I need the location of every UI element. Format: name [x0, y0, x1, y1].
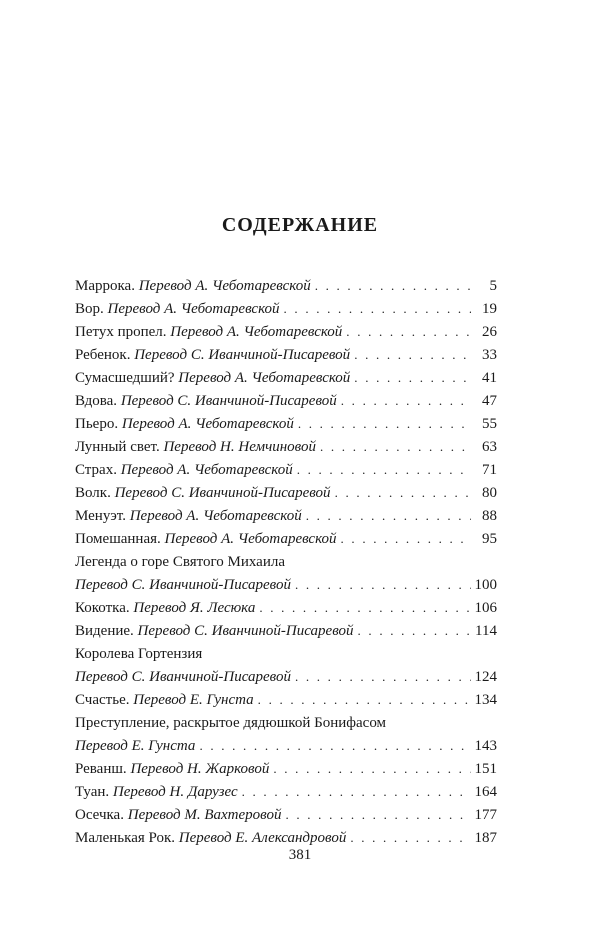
story-title: Преступление, раскрытое дядюшкой Бонифасом [75, 715, 387, 731]
dot-leader [295, 577, 471, 593]
story-title: Волк. [75, 485, 111, 501]
dot-leader [295, 669, 471, 685]
page-ref: 88 [482, 508, 497, 524]
page-ref: 47 [482, 393, 497, 409]
page-ref: 187 [474, 830, 497, 846]
page-number: 381 [288, 847, 312, 863]
entry-text [75, 531, 337, 548]
page-ref: 151 [474, 761, 497, 777]
page-ref: 33 [482, 347, 497, 363]
page-ref: 114 [475, 623, 497, 639]
story-title: Реванш. [75, 761, 127, 777]
toc-entry [75, 623, 497, 646]
page-ref: 55 [482, 416, 497, 432]
toc-entry [75, 439, 497, 462]
toc-entry [75, 784, 497, 807]
entry-text [75, 278, 311, 295]
toc-entry [75, 278, 497, 301]
translator: Перевод А. Чеботаревской [120, 462, 293, 478]
dot-leader [259, 600, 470, 616]
page-ref: 63 [482, 439, 497, 455]
page-ref: 100 [474, 577, 497, 593]
dot-leader [258, 692, 471, 708]
toc-entry [75, 646, 497, 692]
page-ref: 19 [482, 301, 497, 317]
story-title: Легенда о горе Святого Михаила [75, 554, 286, 570]
page-ref: 124 [474, 669, 497, 685]
page-ref: 41 [482, 370, 497, 386]
toc-entry [75, 554, 497, 600]
translator: Перевод Я. Лесюка [133, 600, 256, 616]
story-title: Петух пропел. [75, 324, 167, 340]
dot-leader [306, 508, 471, 524]
dot-leader [354, 347, 471, 363]
dot-leader [297, 462, 471, 478]
story-title: Вдова. [75, 393, 118, 409]
entry-text [75, 439, 316, 456]
story-title: Маленькая Рок. [75, 830, 176, 846]
translator: Перевод Е. Гунста [75, 738, 196, 754]
toc-entry [75, 485, 497, 508]
dot-leader [242, 784, 471, 800]
translator: Перевод С. Иванчиной-Писаревой [134, 347, 351, 363]
story-title: Кокотка. [75, 600, 130, 616]
toc-entry [75, 347, 497, 370]
story-title: Ребенок. [75, 347, 131, 363]
toc-entry [75, 600, 497, 623]
toc-entry [75, 761, 497, 784]
dot-leader [341, 393, 471, 409]
toc-entry [75, 370, 497, 393]
entry-text [75, 301, 280, 318]
page-title: СОДЕРЖАНИЕ [221, 214, 379, 236]
page-ref: 106 [474, 600, 497, 616]
story-title: Помешанная. [75, 531, 161, 547]
dot-leader [335, 485, 471, 501]
dot-leader [346, 324, 471, 340]
page-ref: 95 [482, 531, 497, 547]
translator: Перевод Е. Александровой [178, 830, 347, 846]
toc-entry [75, 807, 497, 830]
dot-leader [354, 370, 471, 386]
translator: Перевод М. Вахтеровой [127, 807, 282, 823]
dot-leader [273, 761, 470, 777]
entry-text [75, 462, 293, 479]
dot-leader [320, 439, 471, 455]
dot-leader [341, 531, 471, 547]
translator: Перевод А. Чеботаревской [129, 508, 302, 524]
page-ref: 143 [474, 738, 497, 754]
dot-leader [285, 807, 470, 823]
toc-entry [75, 301, 497, 324]
toc-entry [75, 324, 497, 347]
translator: Перевод А. Чеботаревской [164, 531, 337, 547]
page-ref: 71 [482, 462, 497, 478]
entry-text [75, 807, 281, 824]
translator: Перевод С. Иванчиной-Писаревой [75, 669, 291, 685]
translator: Перевод С. Иванчиной-Писаревой [137, 623, 354, 639]
page-ref: 5 [489, 278, 497, 294]
page-ref: 134 [474, 692, 497, 708]
entry-text [75, 324, 342, 341]
story-title: Пьеро. [75, 416, 119, 432]
entry-text [75, 761, 269, 778]
story-title: Счастье. [75, 692, 130, 708]
translator: Перевод А. Чеботаревской [107, 301, 280, 317]
entry-text [75, 784, 238, 801]
translator: Перевод А. Чеботаревской [170, 324, 343, 340]
entry-text [75, 370, 350, 387]
dot-leader [358, 623, 471, 639]
dot-leader [298, 416, 471, 432]
story-title: Страх. [75, 462, 117, 478]
translator: Перевод С. Иванчиной-Писаревой [114, 485, 331, 501]
story-title: Менуэт. [75, 508, 126, 524]
story-title: Туан. [75, 784, 110, 800]
entry-text [75, 623, 354, 640]
page-ref: 26 [482, 324, 497, 340]
story-title: Маррока. [75, 278, 135, 294]
entry-text [75, 416, 294, 433]
toc-entry [75, 715, 497, 761]
entry-text [75, 393, 337, 410]
page-ref: 164 [474, 784, 497, 800]
page-ref: 80 [482, 485, 497, 501]
entry-text [75, 347, 350, 364]
story-title: Лунный свет. [75, 439, 160, 455]
table-of-contents [75, 278, 497, 853]
translator: Перевод А. Чеботаревской [121, 416, 294, 432]
story-title: Королева Гортензия [75, 646, 203, 662]
translator: Перевод А. Чеботаревской [178, 370, 351, 386]
translator: Перевод Н. Жарковой [130, 761, 270, 777]
story-title: Вор. [75, 301, 104, 317]
translator: Перевод С. Иванчиной-Писаревой [75, 577, 291, 593]
dot-leader [284, 301, 471, 317]
dot-leader [199, 738, 470, 754]
toc-entry [75, 531, 497, 554]
translator: Перевод Н. Дарузес [112, 784, 238, 800]
entry-text [75, 508, 302, 525]
page-ref: 177 [474, 807, 497, 823]
toc-entry [75, 692, 497, 715]
entry-text [75, 692, 254, 709]
story-title: Сумасшедший? [75, 370, 175, 386]
toc-entry [75, 508, 497, 531]
translator: Перевод С. Иванчиной-Писаревой [120, 393, 337, 409]
story-title: Видение. [75, 623, 134, 639]
entry-text [75, 830, 346, 847]
translator: Перевод Н. Немчиновой [163, 439, 316, 455]
entry-text [75, 485, 331, 502]
toc-entry [75, 462, 497, 485]
dot-leader [350, 830, 470, 846]
translator: Перевод А. Чеботаревской [138, 278, 311, 294]
story-title: Осечка. [75, 807, 124, 823]
toc-entry [75, 416, 497, 439]
entry-text [75, 600, 255, 617]
dot-leader [315, 278, 471, 294]
toc-entry [75, 393, 497, 416]
translator: Перевод Е. Гунста [133, 692, 254, 708]
